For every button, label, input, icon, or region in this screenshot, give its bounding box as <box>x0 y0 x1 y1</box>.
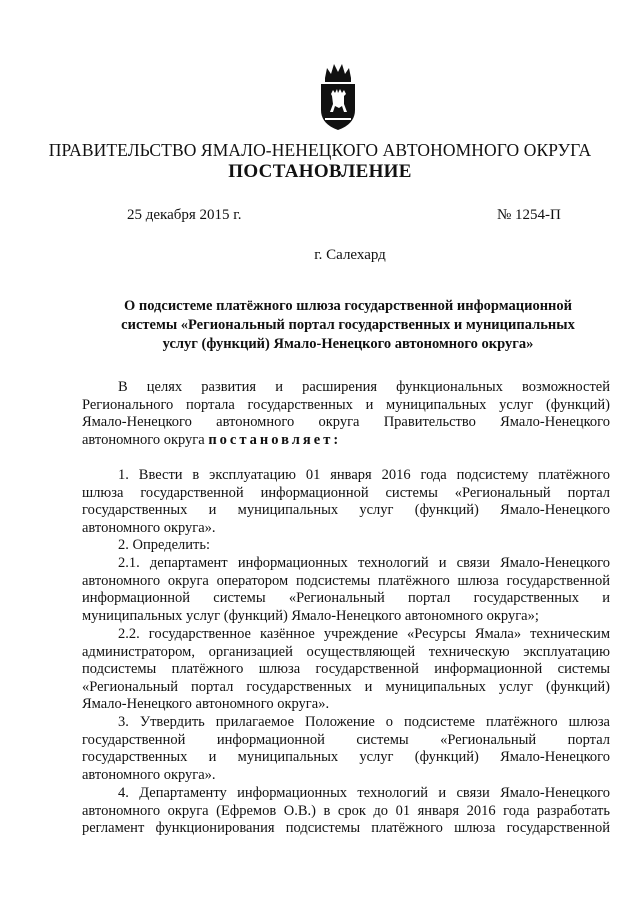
item-2 <box>82 537 610 555</box>
text-line: Регионального портала государственных и муниципальных услуг (функций) <box>82 396 610 413</box>
subject-line: услуг (функций) Ямало-Ненецкого автономного округа» <box>162 336 534 352</box>
text-line: государственной информационной системы «Региональный портал <box>82 731 610 748</box>
government-name: ПРАВИТЕЛЬСТВО ЯМАЛО-НЕНЕЦКОГО АВТОНОМНОГО ОКРУГА <box>48 140 592 160</box>
item-2-2 <box>82 626 610 714</box>
document-number: № 1254-П <box>497 207 561 223</box>
document-date: 25 декабря 2015 г. <box>127 207 242 223</box>
text-line: подсистемы платёжного шлюза государственной информационной системы <box>82 661 610 678</box>
text-line: 2. Определить: <box>118 537 211 553</box>
text-line: Ямало-Ненецкого автономного округа». <box>82 696 330 713</box>
text-line <box>82 432 610 450</box>
item-1 <box>82 467 610 537</box>
text-line: государственных и муниципальных услуг (функций) Ямало-Ненецкого <box>82 749 610 766</box>
text-line: 1. Ввести в эксплуатацию 01 января 2016 года подсистему платёжного <box>118 467 610 483</box>
item-4 <box>82 785 610 838</box>
text-line: администратором, организацией осуществляющей техническую эксплуатацию <box>82 643 610 660</box>
text-line: В целях развития и расширения функциональных возможностей <box>118 379 610 395</box>
coat-of-arms-icon <box>317 60 359 132</box>
subject-line: О подсистеме платёжного шлюза государственной информационной <box>123 298 573 314</box>
text-line: 2.1. департамент информационных технологий и связи Ямало-Ненецкого <box>118 555 610 571</box>
text-line: Ямало-Ненецкого автономного округа Правительство Ямало-Ненецкого <box>82 414 610 431</box>
text-line: автономного округа оператором подсистемы платёжного шлюза государственной <box>82 572 610 589</box>
text-line: муниципальных услуг (функций) Ямало-Ненецкого автономного округа»; <box>82 607 539 624</box>
text-line: 4. Департаменту информационных технологий и связи Ямало-Ненецкого <box>118 785 610 801</box>
preamble-tail: автономного округа <box>82 431 205 448</box>
subject-line: системы «Региональный портал государственных и муниципальных <box>121 317 575 333</box>
text-line: автономного округа». <box>82 519 216 536</box>
item-2-1 <box>82 555 610 625</box>
text-line: «Региональный портал государственных и муниципальных услуг (функций) <box>82 678 610 695</box>
text-line: автономного округа». <box>82 766 216 783</box>
text-line: 2.2. государственное казённое учреждение «Ресурсы Ямала» техническим <box>118 626 610 642</box>
document-subject <box>108 297 588 354</box>
document-city: г. Салехард <box>314 247 386 263</box>
item-3 <box>82 714 610 784</box>
text-line: шлюза государственной информационной системы «Региональный портал <box>82 484 610 501</box>
text-line: регламент функционирования подсистемы платёжного шлюза государственной <box>82 820 610 837</box>
document-type: ПОСТАНОВЛЕНИЕ <box>228 161 412 182</box>
text-line: 3. Утвердить прилагаемое Положение о подсистеме платёжного шлюза <box>118 714 610 730</box>
preamble <box>82 379 610 449</box>
text-line: автономного округа (Ефремов О.В.) в срок до 01 января 2016 года разработать <box>82 802 610 819</box>
text-line: государственных и муниципальных услуг (функций) Ямало-Ненецкого <box>82 502 610 519</box>
text-line: информационной системы «Региональный портал государственных и <box>82 590 610 607</box>
decree-word: постановляет: <box>208 431 342 448</box>
